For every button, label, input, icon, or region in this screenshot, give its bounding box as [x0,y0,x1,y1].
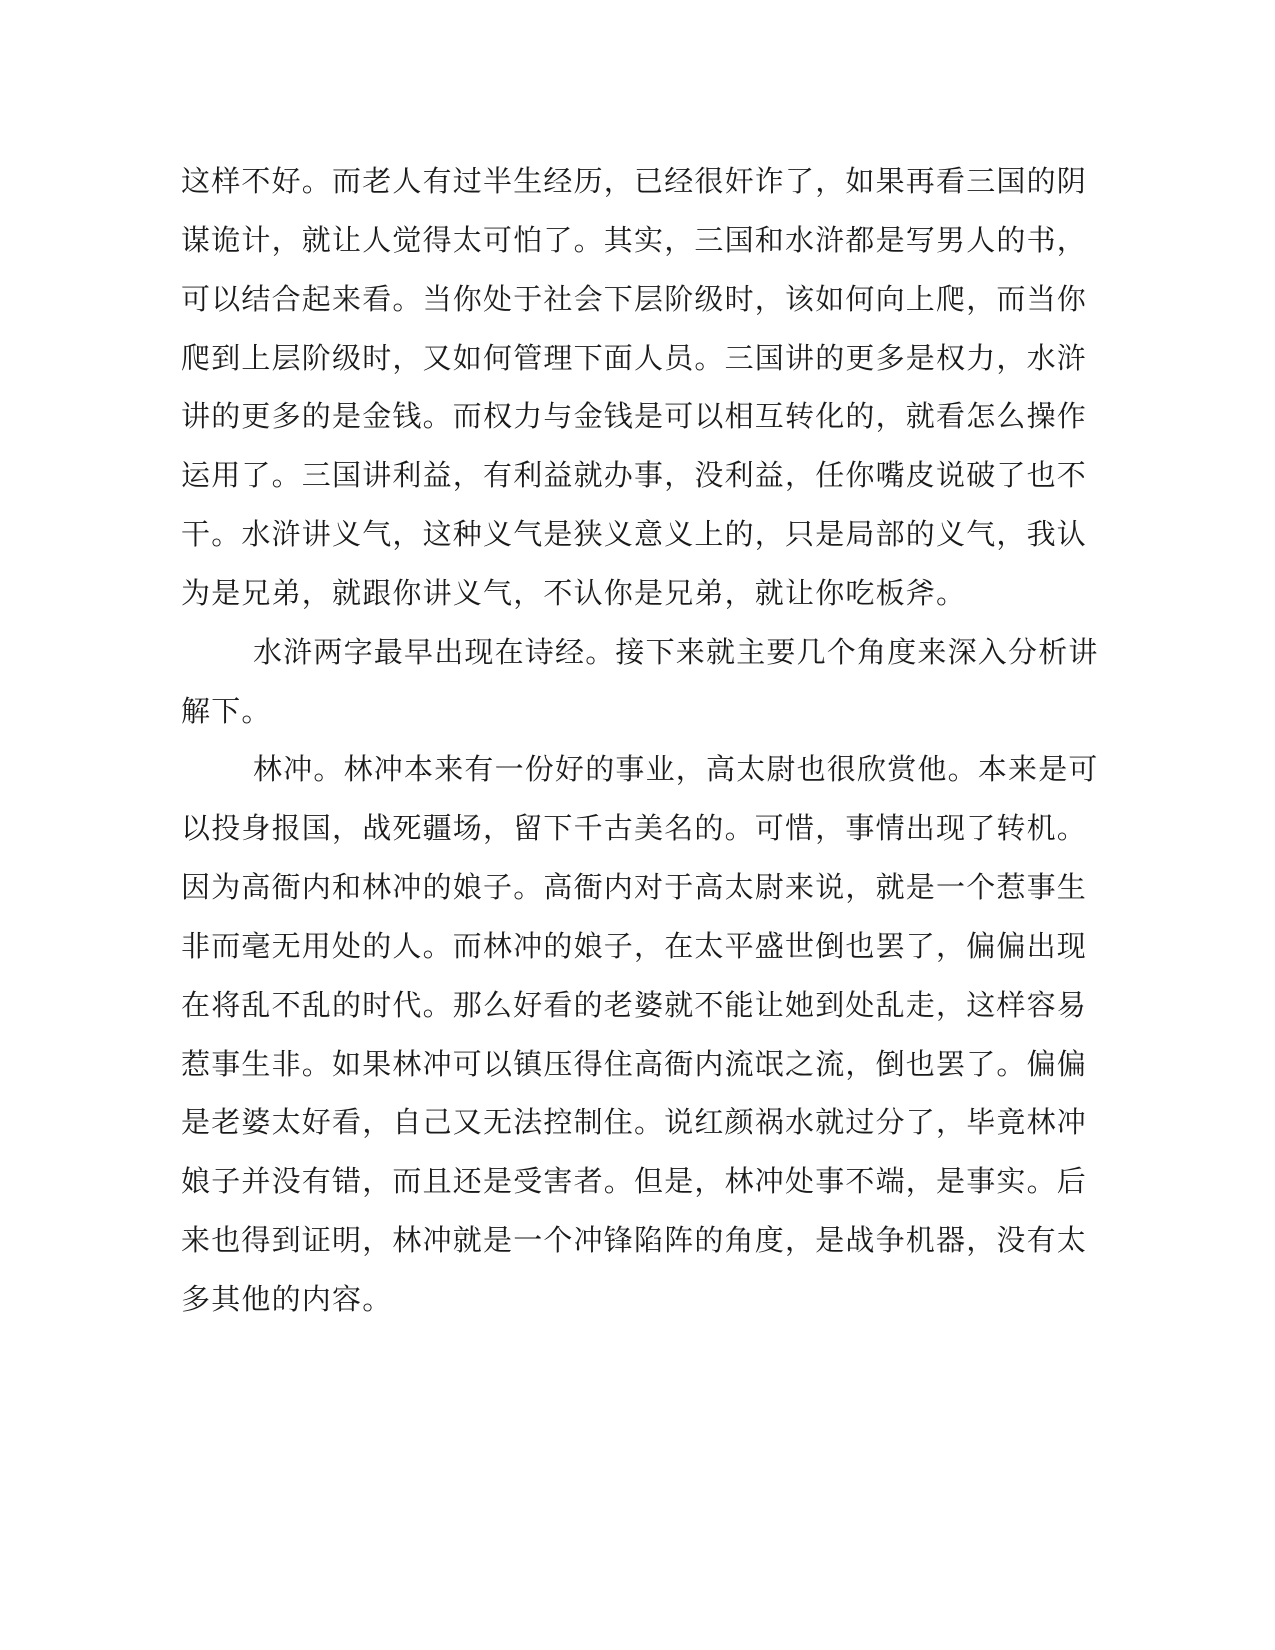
paragraph-first-line: 水浒两字最早出现在诗经。接下来就主要几个角度来深入分析讲 [253,635,1099,669]
text-line: 因为高衙内和林冲的娘子。高衙内对于高太尉来说，就是一个惹事生 [181,870,1088,904]
text-line: 是老婆太好看，自己又无法控制住。说红颜祸水就过分了，毕竟林冲 [181,1105,1088,1139]
text-line: 非而毫无用处的人。而林冲的娘子，在太平盛世倒也罢了，偏偏出现 [181,929,1088,963]
text-line: 来也得到证明，林冲就是一个冲锋陷阵的角度，是战争机器，没有太 [181,1223,1088,1257]
text-line: 干。水浒讲义气，这种义气是狭义意义上的，只是局部的义气，我认 [181,517,1088,551]
text-line: 多其他的内容。 [181,1282,393,1316]
text-line: 惹事生非。如果林冲可以镇压得住高衙内流氓之流，倒也罢了。偏偏 [181,1047,1088,1081]
text-line: 以投身报国，战死疆场，留下千古美名的。可惜，事情出现了转机。 [181,811,1088,845]
text-line: 为是兄弟，就跟你讲义气，不认你是兄弟，就让你吃板斧。 [181,576,967,610]
text-line: 这样不好。而老人有过半生经历，已经很奸诈了，如果再看三国的阴 [181,164,1088,198]
text-line: 可以结合起来看。当你处于社会下层阶级时，该如何向上爬，而当你 [181,282,1088,316]
text-line: 讲的更多的是金钱。而权力与金钱是可以相互转化的，就看怎么操作 [181,399,1088,433]
text-line: 爬到上层阶级时，又如何管理下面人员。三国讲的更多是权力，水浒 [181,341,1088,375]
text-line: 运用了。三国讲利益，有利益就办事，没利益，任你嘴皮说破了也不 [181,458,1088,492]
paragraph-first-line: 林冲。林冲本来有一份好的事业，高太尉也很欣赏他。本来是可 [253,752,1099,786]
text-line: 解下。 [181,694,272,728]
text-line: 谋诡计，就让人觉得太可怕了。其实，三国和水浒都是写男人的书， [181,223,1088,257]
text-line: 在将乱不乱的时代。那么好看的老婆就不能让她到处乱走，这样容易 [181,988,1088,1022]
text-line: 娘子并没有错，而且还是受害者。但是，林冲处事不端，是事实。后 [181,1164,1088,1198]
